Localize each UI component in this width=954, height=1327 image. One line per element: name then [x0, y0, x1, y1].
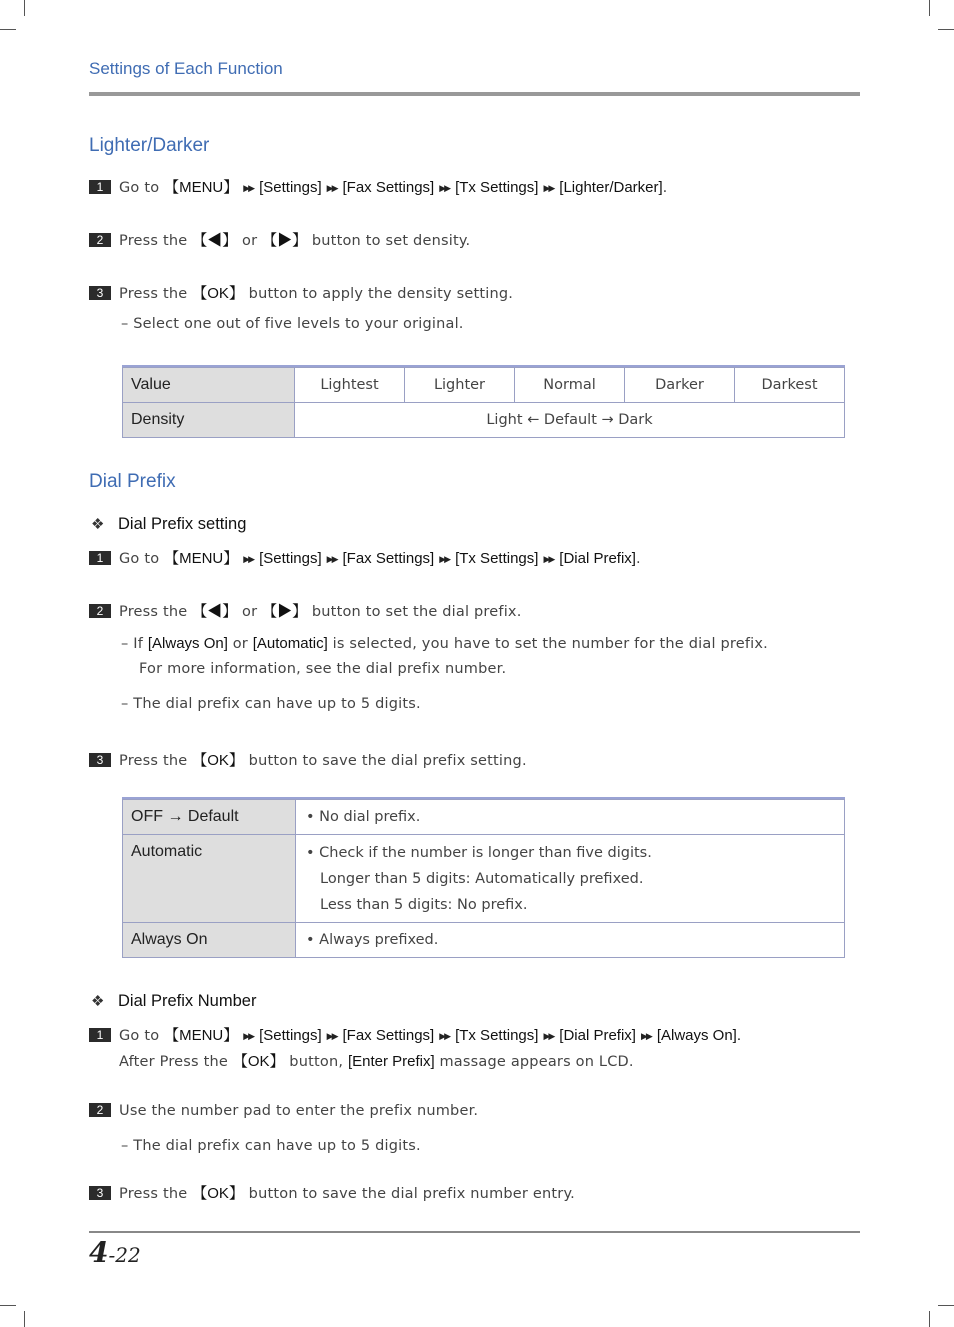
menu-dial-prefix: [Dial Prefix]	[559, 550, 636, 567]
step-2	[89, 600, 522, 621]
level-lighter: Lighter	[405, 368, 515, 403]
step-number: 2	[89, 1103, 111, 1117]
key-menu: 【MENU】	[164, 550, 239, 567]
step-text: Press the	[119, 604, 193, 620]
menu-fax-settings: [Fax Settings]	[342, 550, 435, 567]
description-line: Less than 5 digits: No prefix.	[320, 896, 528, 913]
double-arrow-icon: ▶▶	[243, 555, 254, 565]
option-always-on: [Always On]	[147, 635, 228, 652]
key-ok: 【OK】	[192, 1185, 244, 1202]
diamond-bullet-icon: ❖	[91, 516, 105, 533]
step-text: button to set density.	[307, 233, 471, 249]
chapter-number: 4	[89, 1236, 109, 1269]
step-1	[89, 547, 641, 568]
double-arrow-icon: ▶▶	[543, 555, 554, 565]
option-description	[296, 800, 845, 835]
section-title-dial-prefix: Dial Prefix	[89, 471, 176, 492]
level-darker: Darker	[625, 368, 735, 403]
crop-mark	[929, 0, 930, 16]
step-text: Go to	[119, 1028, 165, 1044]
menu-settings: [Settings]	[259, 179, 322, 196]
menu-always-on: [Always On]	[656, 1027, 737, 1044]
menu-fax-settings: [Fax Settings]	[342, 1027, 435, 1044]
step-continuation	[119, 1050, 634, 1071]
menu-settings: [Settings]	[259, 1027, 322, 1044]
step-number: 1	[89, 551, 111, 565]
crop-mark	[929, 1311, 930, 1327]
header-rule	[89, 92, 860, 96]
description-line: • No dial prefix.	[306, 809, 421, 825]
lcd-message-enter-prefix: [Enter Prefix]	[347, 1053, 435, 1070]
double-arrow-icon: ▶▶	[243, 1032, 254, 1042]
option-automatic: [Automatic]	[252, 635, 328, 652]
double-arrow-icon: ▶▶	[326, 1032, 337, 1042]
double-arrow-icon: ▶▶	[439, 555, 450, 565]
double-arrow-icon: ▶▶	[326, 184, 337, 194]
level-darkest: Darkest	[735, 368, 845, 403]
step-number: 3	[89, 753, 111, 767]
crop-mark	[0, 1305, 16, 1306]
step-number: 1	[89, 180, 111, 194]
step-text: button to save the dial prefix number entry.	[243, 1186, 575, 1202]
key-ok: 【OK】	[192, 752, 244, 769]
step-text: button,	[284, 1054, 348, 1070]
step-number: 2	[89, 604, 111, 618]
option-label: Always On	[123, 923, 296, 958]
menu-tx-settings: [Tx Settings]	[455, 179, 539, 196]
value-label: Value	[123, 368, 295, 403]
subsection-dial-prefix-setting	[91, 515, 246, 534]
table-row	[123, 923, 845, 958]
step-text: .	[662, 180, 668, 196]
note-continuation: For more information, see the dial prefix number.	[139, 661, 507, 677]
page-suffix: -22	[108, 1243, 141, 1267]
step-text: Press the	[119, 233, 193, 249]
menu-settings: [Settings]	[259, 550, 322, 567]
page-header: Settings of Each Function	[89, 59, 283, 78]
menu-dial-prefix: [Dial Prefix]	[559, 1027, 636, 1044]
note: – Select one out of five levels to your original.	[121, 316, 464, 332]
footer-rule	[89, 1231, 860, 1233]
density-label: Density	[123, 403, 295, 438]
table-row	[123, 368, 845, 403]
option-label: OFF → Default	[123, 800, 296, 835]
note-text: – If	[121, 636, 148, 652]
subsection-title: Dial Prefix Number	[118, 992, 257, 1010]
double-arrow-icon: ▶▶	[439, 1032, 450, 1042]
step-3	[89, 282, 513, 303]
double-arrow-icon: ▶▶	[543, 1032, 554, 1042]
note	[121, 635, 768, 652]
table-row	[123, 800, 845, 835]
level-lightest: Lightest	[295, 368, 405, 403]
step-text: or	[237, 604, 263, 620]
key-right: 【▶】	[262, 603, 308, 620]
description-line: • Check if the number is longer than five digits.	[306, 844, 652, 861]
description-line: • Always prefixed.	[306, 932, 439, 948]
step-1	[89, 176, 667, 197]
density-table	[122, 367, 845, 438]
menu-lighter-darker: [Lighter/Darker]	[559, 179, 663, 196]
key-ok: 【OK】	[232, 1053, 285, 1070]
crop-mark	[938, 1305, 954, 1306]
section-title-lighter-darker: Lighter/Darker	[89, 135, 210, 156]
step-text: Go to	[119, 551, 165, 567]
menu-tx-settings: [Tx Settings]	[455, 1027, 539, 1044]
key-menu: 【MENU】	[164, 1027, 239, 1044]
crop-mark	[938, 29, 954, 30]
subsection-title: Dial Prefix setting	[118, 515, 247, 533]
double-arrow-icon: ▶▶	[543, 184, 554, 194]
step-3	[89, 749, 527, 770]
menu-fax-settings: [Fax Settings]	[342, 179, 435, 196]
step-3	[89, 1182, 575, 1203]
subsection-dial-prefix-number	[91, 992, 256, 1011]
page-number	[89, 1236, 141, 1269]
step-text: Go to	[119, 180, 165, 196]
key-left: 【◀】	[192, 603, 238, 620]
key-right: 【▶】	[262, 232, 308, 249]
level-normal: Normal	[515, 368, 625, 403]
note: – The dial prefix can have up to 5 digits.	[121, 696, 421, 712]
table-row	[123, 403, 845, 438]
description-line: Longer than 5 digits: Automatically prefixed.	[320, 870, 644, 887]
double-arrow-icon: ▶▶	[243, 184, 254, 194]
double-arrow-icon: ▶▶	[326, 555, 337, 565]
key-menu: 【MENU】	[164, 179, 239, 196]
note-text: is selected, you have to set the number for the dial prefix.	[327, 636, 768, 652]
note: – The dial prefix can have up to 5 digits.	[121, 1138, 421, 1154]
step-text: button to set the dial prefix.	[307, 604, 522, 620]
step-number: 2	[89, 233, 111, 247]
step-text: button to save the dial prefix setting.	[243, 753, 527, 769]
step-text: Press the	[119, 286, 193, 302]
step-number: 1	[89, 1028, 111, 1042]
step-number: 3	[89, 286, 111, 300]
density-scale: Light ← Default → Dark	[295, 403, 845, 438]
step-text: massage appears on LCD.	[434, 1054, 634, 1070]
key-left: 【◀】	[192, 232, 238, 249]
step-2	[89, 1103, 478, 1119]
step-text: button to apply the density setting.	[243, 286, 514, 302]
double-arrow-icon: ▶▶	[439, 184, 450, 194]
note-text: or	[227, 636, 253, 652]
step-text: Press the	[119, 1186, 193, 1202]
step-number: 3	[89, 1186, 111, 1200]
step-1	[89, 1024, 741, 1045]
step-text: or	[237, 233, 263, 249]
step-text: Press the	[119, 753, 193, 769]
step-2	[89, 229, 470, 250]
diamond-bullet-icon: ❖	[91, 993, 105, 1010]
key-ok: 【OK】	[192, 285, 244, 302]
double-arrow-icon: ▶▶	[640, 1032, 651, 1042]
step-text: After Press the	[119, 1054, 233, 1070]
step-text: .	[635, 551, 641, 567]
crop-mark	[24, 0, 25, 16]
option-label: Automatic	[123, 835, 296, 923]
menu-tx-settings: [Tx Settings]	[455, 550, 539, 567]
step-text: .	[736, 1027, 742, 1044]
option-description	[296, 835, 845, 923]
dial-prefix-table	[122, 799, 845, 958]
option-description	[296, 923, 845, 958]
step-text: Use the number pad to enter the prefix number.	[119, 1103, 479, 1119]
table-row	[123, 835, 845, 923]
crop-mark	[0, 29, 16, 30]
crop-mark	[24, 1311, 25, 1327]
